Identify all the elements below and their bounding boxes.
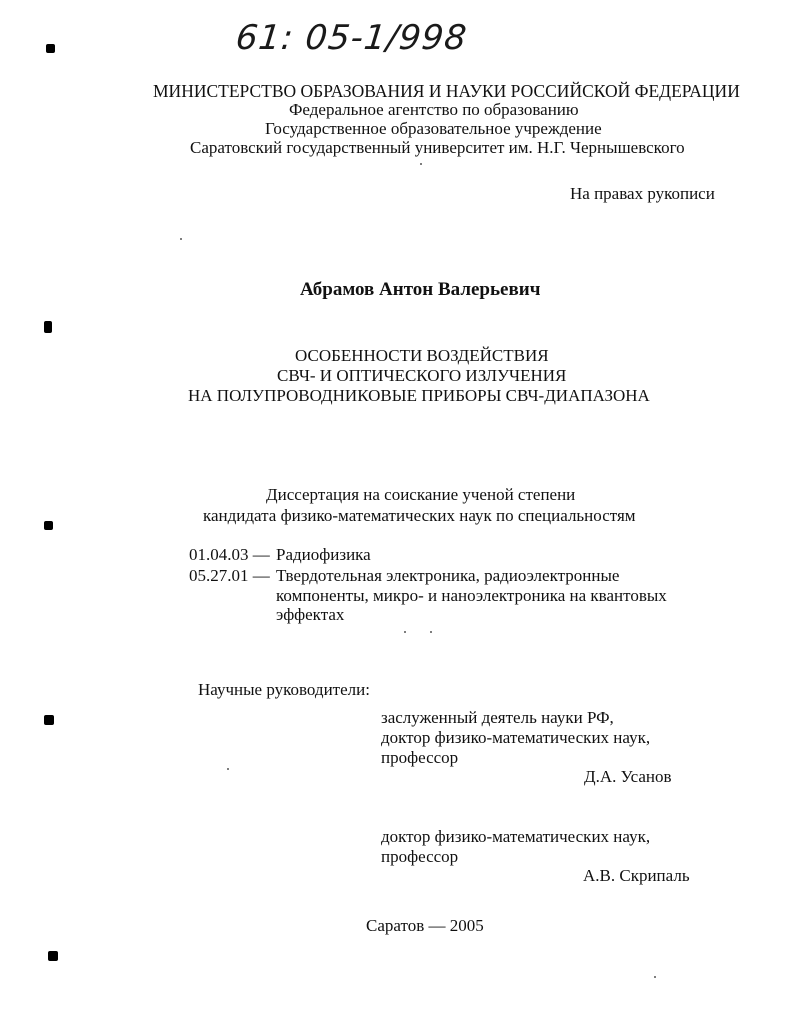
scan-mark-5 [48, 951, 58, 961]
city-year: Саратов — 2005 [366, 916, 484, 935]
scan-mark-4 [44, 715, 54, 725]
specialty-name: Радиофизика [276, 545, 371, 564]
supervisor-title: профессор [381, 847, 459, 866]
supervisor-title: доктор физико-математических наук, [381, 728, 651, 747]
specialty-name-cont: эффектах [276, 605, 345, 624]
scan-speck [180, 238, 182, 240]
supervisor-name: Д.А. Усанов [584, 767, 672, 786]
author-name: Абрамов Антон Валерьевич [300, 279, 541, 300]
title-line-1: ОСОБЕННОСТИ ВОЗДЕЙСТВИЯ [295, 346, 549, 365]
specialty-code: 05.27.01 — [189, 566, 270, 585]
archive-code-handwritten: 61: 05-1/998 [233, 18, 470, 58]
institution-type-line: Государственное образовательное учреждение [265, 119, 602, 138]
scan-speck [420, 163, 422, 165]
scan-speck [430, 631, 432, 633]
scan-mark-1 [46, 44, 55, 53]
agency-line: Федеральное агентство по образованию [289, 100, 579, 119]
dissertation-line-2: кандидата физико-математических наук по специальностям [203, 506, 636, 525]
specialty-name-cont: компоненты, микро- и наноэлектроника на квантовых [276, 586, 667, 605]
rights-notice: На правах рукописи [570, 184, 715, 203]
specialty-name: Твердотельная электроника, радиоэлектронные [276, 566, 620, 585]
scan-mark-3 [44, 521, 53, 530]
title-line-2: СВЧ- И ОПТИЧЕСКОГО ИЗЛУЧЕНИЯ [277, 366, 567, 385]
supervisor-title: профессор [381, 748, 459, 767]
supervisor-name: А.В. Скрипаль [583, 866, 690, 885]
ministry-heading: МИНИСТЕРСТВО ОБРАЗОВАНИЯ И НАУКИ РОССИЙСКОЙ ФЕДЕРАЦИИ [153, 81, 740, 101]
scan-mark-2 [44, 321, 52, 333]
supervisor-title: доктор физико-математических наук, [381, 827, 651, 846]
title-line-3: НА ПОЛУПРОВОДНИКОВЫЕ ПРИБОРЫ СВЧ-ДИАПАЗОНА [188, 386, 650, 405]
scan-speck [654, 976, 656, 978]
supervisor-title: заслуженный деятель науки РФ, [381, 708, 614, 727]
university-line: Саратовский государственный университет им. Н.Г. Чернышевского [190, 138, 685, 157]
dissertation-line-1: Диссертация на соискание ученой степени [266, 485, 576, 504]
scan-speck [404, 631, 406, 633]
specialty-code: 01.04.03 — [189, 545, 270, 564]
supervisors-label: Научные руководители: [198, 680, 370, 699]
scan-speck [227, 768, 229, 770]
